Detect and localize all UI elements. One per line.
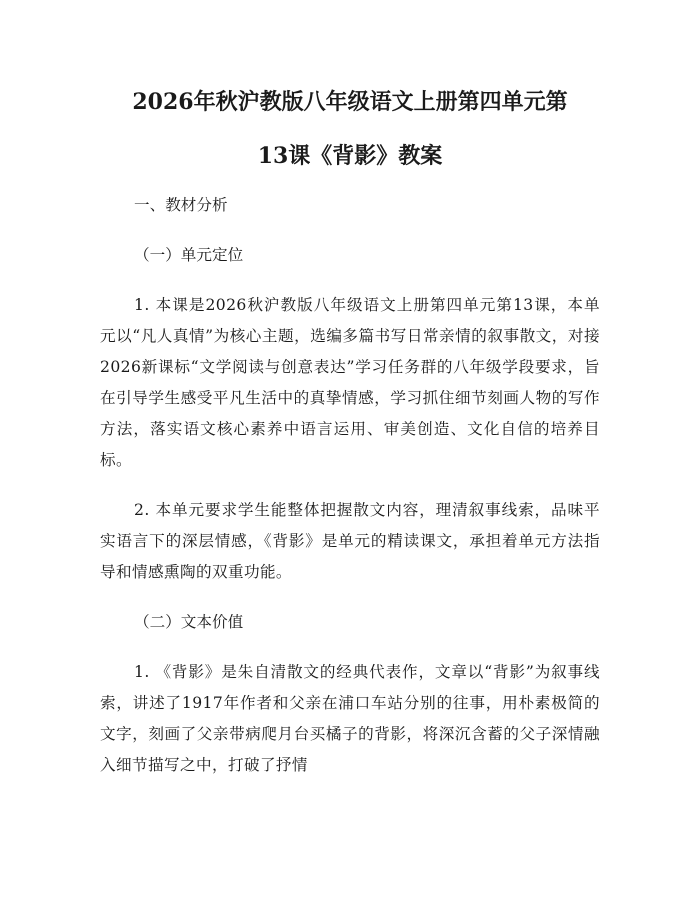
paragraph-unit-positioning-2: 2. 本单元要求学生能整体把握散文内容，理清叙事线索，品味平实语言下的深层情感，《背影》是单元的精读课文，承担着单元方法指导和情感熏陶的双重功能。 — [100, 501, 600, 581]
document-title — [100, 75, 600, 183]
subheading-text-value: （二）文本价值 — [134, 613, 244, 631]
title-line-2: 13课《背影》教案 — [257, 143, 443, 169]
subheading-unit-positioning: （一）单元定位 — [134, 246, 244, 264]
title-line-1: 2026年秋沪教版八年级语文上册第四单元第 — [132, 89, 568, 115]
section-heading-teaching-material-analysis: 一、教材分析 — [134, 196, 228, 214]
document-body — [100, 190, 600, 800]
paragraph-unit-positioning-1: 1. 本课是2026秋沪教版八年级语文上册第四单元第13课，本单元以“凡人真情”为核心主题，选编多篇书写日常亲情的叙事散文，对接2026新课标“文学阅读与创意表达”学习任务群的八年级学段要求，旨在引导学生感受平凡生活中的真挚情感，学习抓住细节刻画人物的写作方法，落实语文核心素养中语言运用、审美创造、文化自信的培养目标。 — [100, 296, 600, 469]
paragraph-text-value-1: 1. 《背影》是朱自清散文的经典代表作，文章以“背影”为叙事线索，讲述了1917年作者和父亲在浦口车站分别的往事，用朴素极简的文字，刻画了父亲带病爬月台买橘子的背影，将深沉含蓄的父子深情融入细节描写之中，打破了抒情 — [100, 663, 600, 774]
